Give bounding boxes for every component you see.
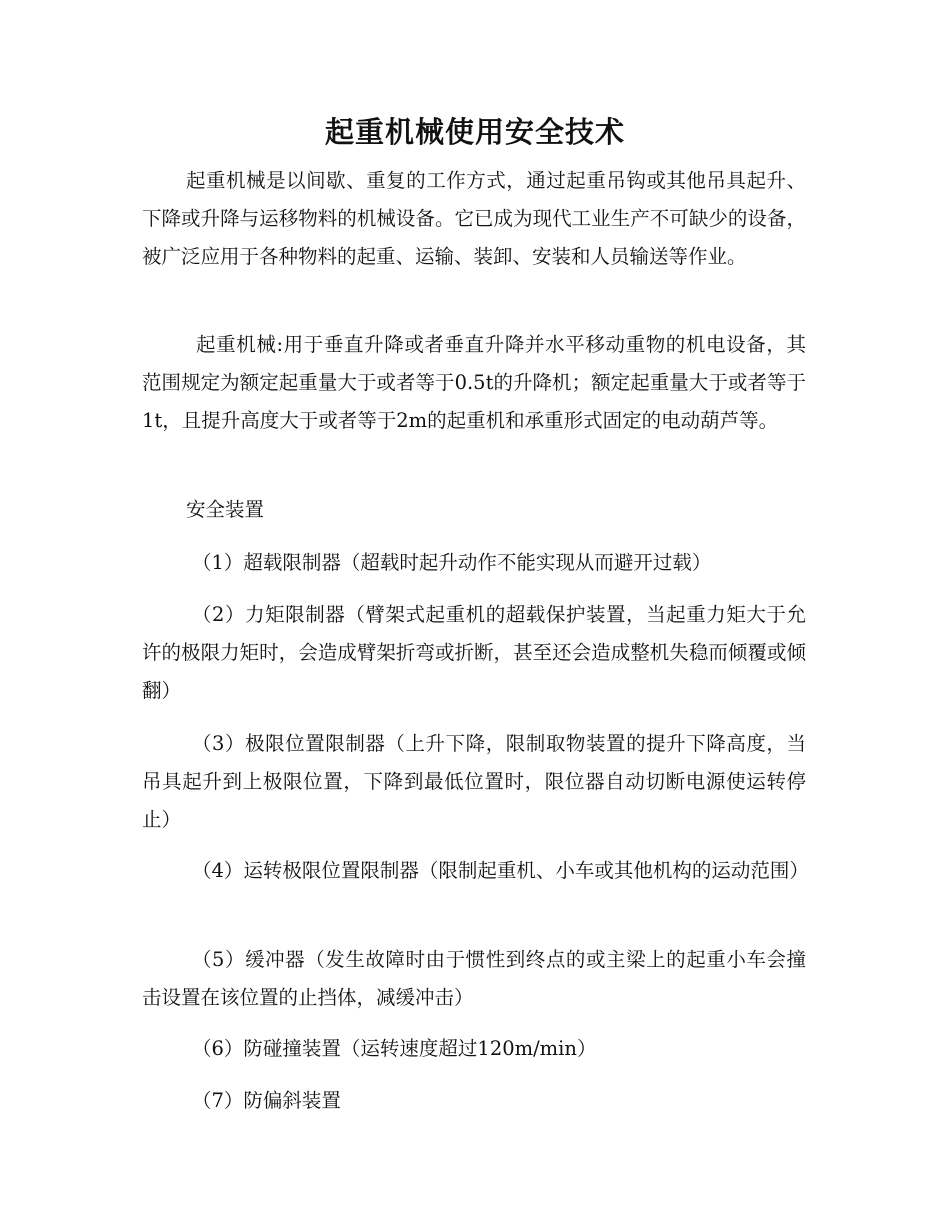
document-title: 起重机械使用安全技术 — [324, 115, 625, 149]
list-item-buffer: （5）缓冲器（发生故障时由于惯性到终点的或主梁上的起重小车会撞击设置在该位置的止挡体，减缓冲击） — [142, 948, 806, 1009]
paragraph-definition: 起重机械:用于垂直升降或者垂直升降并水平移动重物的机电设备，其范围规定为额定起重量大于或者等于0.5t的升降机；额定起重量大于或者等于1t，且提升高度大于或者等于2m的起重机和承重形式固定的电动葫芦等。 — [142, 333, 806, 432]
list-item-overload-limiter: （1）超载限制器（超载时起升动作不能实现从而避开过载） — [192, 551, 712, 574]
list-item-anti-collision: （6）防碰撞装置（运转速度超过120m/min） — [192, 1037, 597, 1060]
paragraph-intro: 起重机械是以间歇、重复的工作方式，通过起重吊钩或其他吊具起升、下降或升降与运移物料的机械设备。它已成为现代工业生产不可缺少的设备，被广泛应用于各种物料的起重、运输、装卸、安装和人员输送等作业。 — [142, 169, 806, 268]
list-item-moment-limiter: （2）力矩限制器（臂架式起重机的超载保护装置，当起重力矩大于允许的极限力矩时，会造成臂架折弯或折断，甚至还会造成整机失稳而倾覆或倾翻） — [142, 603, 806, 702]
list-item-limit-position-limiter: （3）极限位置限制器（上升下降，限制取物装置的提升下降高度，当吊具起升到上极限位置，下降到最低位置时，限位器自动切断电源使运转停止） — [142, 732, 806, 831]
section-heading-safety-devices: 安全装置 — [186, 498, 265, 521]
list-item-travel-limit-limiter: （4）运转极限位置限制器（限制起重机、小车或其他机构的运动范围） — [192, 859, 809, 882]
list-item-anti-skew: （7）防偏斜装置 — [192, 1089, 341, 1112]
